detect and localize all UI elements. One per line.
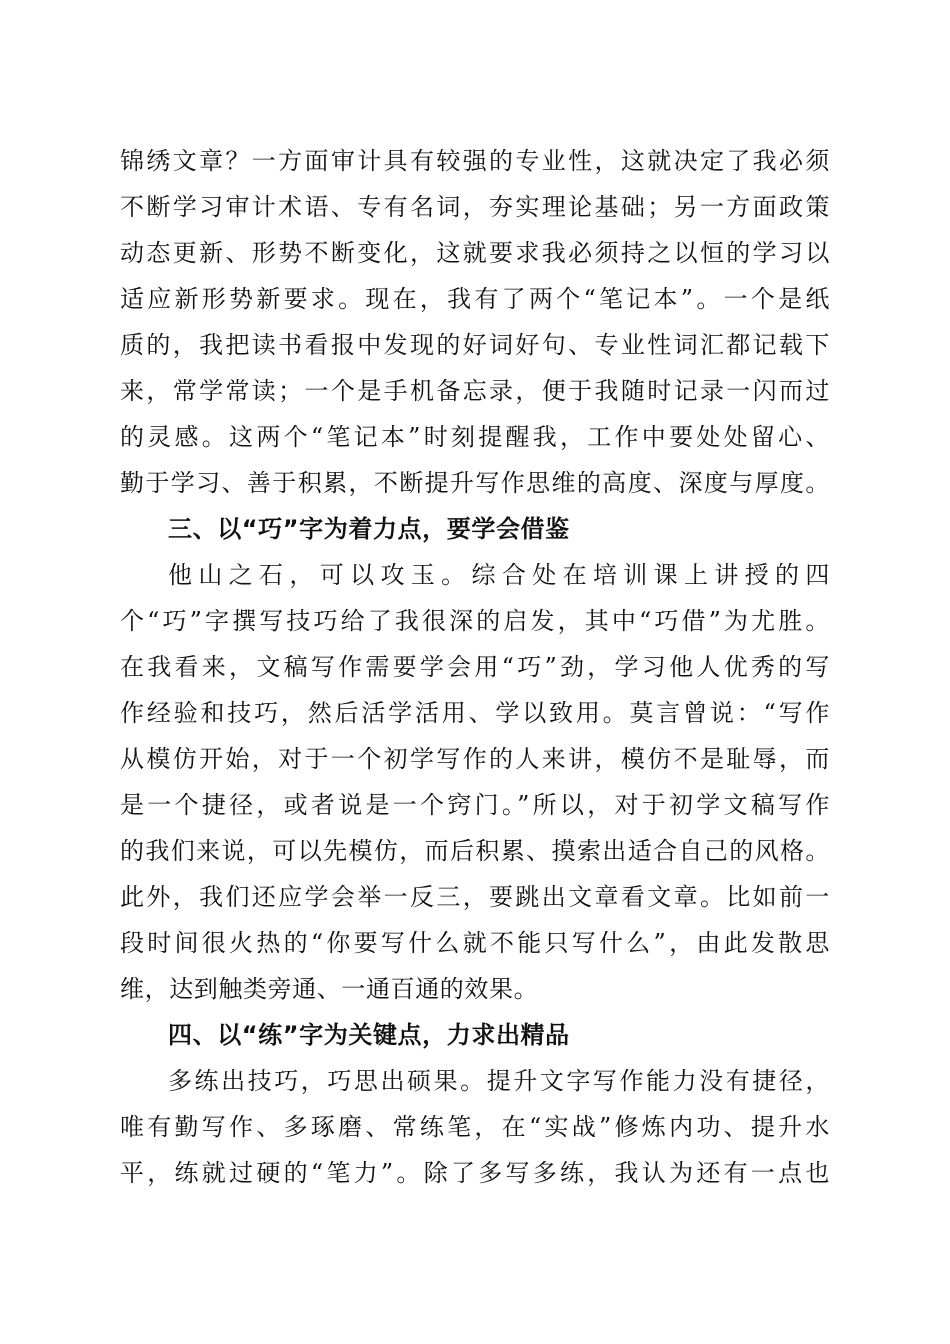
text-line: 的灵感。这两个“笔记本”时刻提醒我，工作中要处处留心、 bbox=[120, 423, 830, 451]
text-line: 质的，我把读书看报中发现的好词好句、专业性词汇都记载下 bbox=[120, 331, 830, 359]
text-line: 锦绣文章？一方面审计具有较强的专业性，这就决定了我必须 bbox=[120, 147, 830, 175]
text-line: 平，练就过硬的“笔力”。除了多写多练，我认为还有一点也 bbox=[120, 1159, 830, 1187]
text-line: 来，常学常读；一个是手机备忘录，便于我随时记录一闪而过 bbox=[120, 377, 830, 405]
text-line: 唯有勤写作、多琢磨、常练笔，在“实战”修炼内功、提升水 bbox=[120, 1113, 830, 1141]
section-heading-lian: 四、以“练”字为关键点，力求出精品 bbox=[168, 1021, 570, 1049]
text-line: 动态更新、形势不断变化，这就要求我必须持之以恒的学习以 bbox=[120, 239, 830, 267]
text-line: 段时间很火热的“你要写什么就不能只写什么”，由此发散思 bbox=[120, 929, 830, 957]
text-line: 的我们来说，可以先模仿，而后积累、摸索出适合自己的风格。 bbox=[120, 837, 830, 865]
text-line: 从模仿开始，对于一个初学写作的人来讲，模仿不是耻辱，而 bbox=[120, 745, 830, 773]
text-line: 作经验和技巧，然后活学活用、学以致用。莫言曾说：“写作 bbox=[120, 699, 830, 727]
text-line: 在我看来，文稿写作需要学会用“巧”劲，学习他人优秀的写 bbox=[120, 653, 830, 681]
paragraph-notebooks bbox=[120, 138, 830, 506]
paragraph-practice bbox=[120, 1058, 830, 1196]
document-body bbox=[120, 138, 830, 1196]
text-line: 多练出技巧，巧思出硕果。提升文字写作能力没有捷径， bbox=[168, 1067, 830, 1095]
paragraph-borrowing bbox=[120, 552, 830, 1012]
text-line: 此外，我们还应学会举一反三，要跳出文章看文章。比如前一 bbox=[120, 883, 830, 911]
text-line: 是一个捷径，或者说是一个窍门。”所以，对于初学文稿写作 bbox=[120, 791, 830, 819]
text-line: 维，达到触类旁通、一通百通的效果。 bbox=[120, 975, 539, 1003]
text-line: 不断学习审计术语、专有名词，夯实理论基础；另一方面政策 bbox=[120, 193, 830, 221]
section-heading-qiao: 三、以“巧”字为着力点，要学会借鉴 bbox=[168, 515, 570, 543]
text-line: 个“巧”字撰写技巧给了我很深的启发，其中“巧借”为尤胜。 bbox=[120, 607, 830, 635]
text-line: 勤于学习、善于积累，不断提升写作思维的高度、深度与厚度。 bbox=[120, 469, 830, 497]
text-line: 适应新形势新要求。现在，我有了两个“笔记本”。一个是纸 bbox=[120, 285, 830, 313]
text-line: 他山之石，可以攻玉。综合处在培训课上讲授的四 bbox=[168, 561, 830, 589]
